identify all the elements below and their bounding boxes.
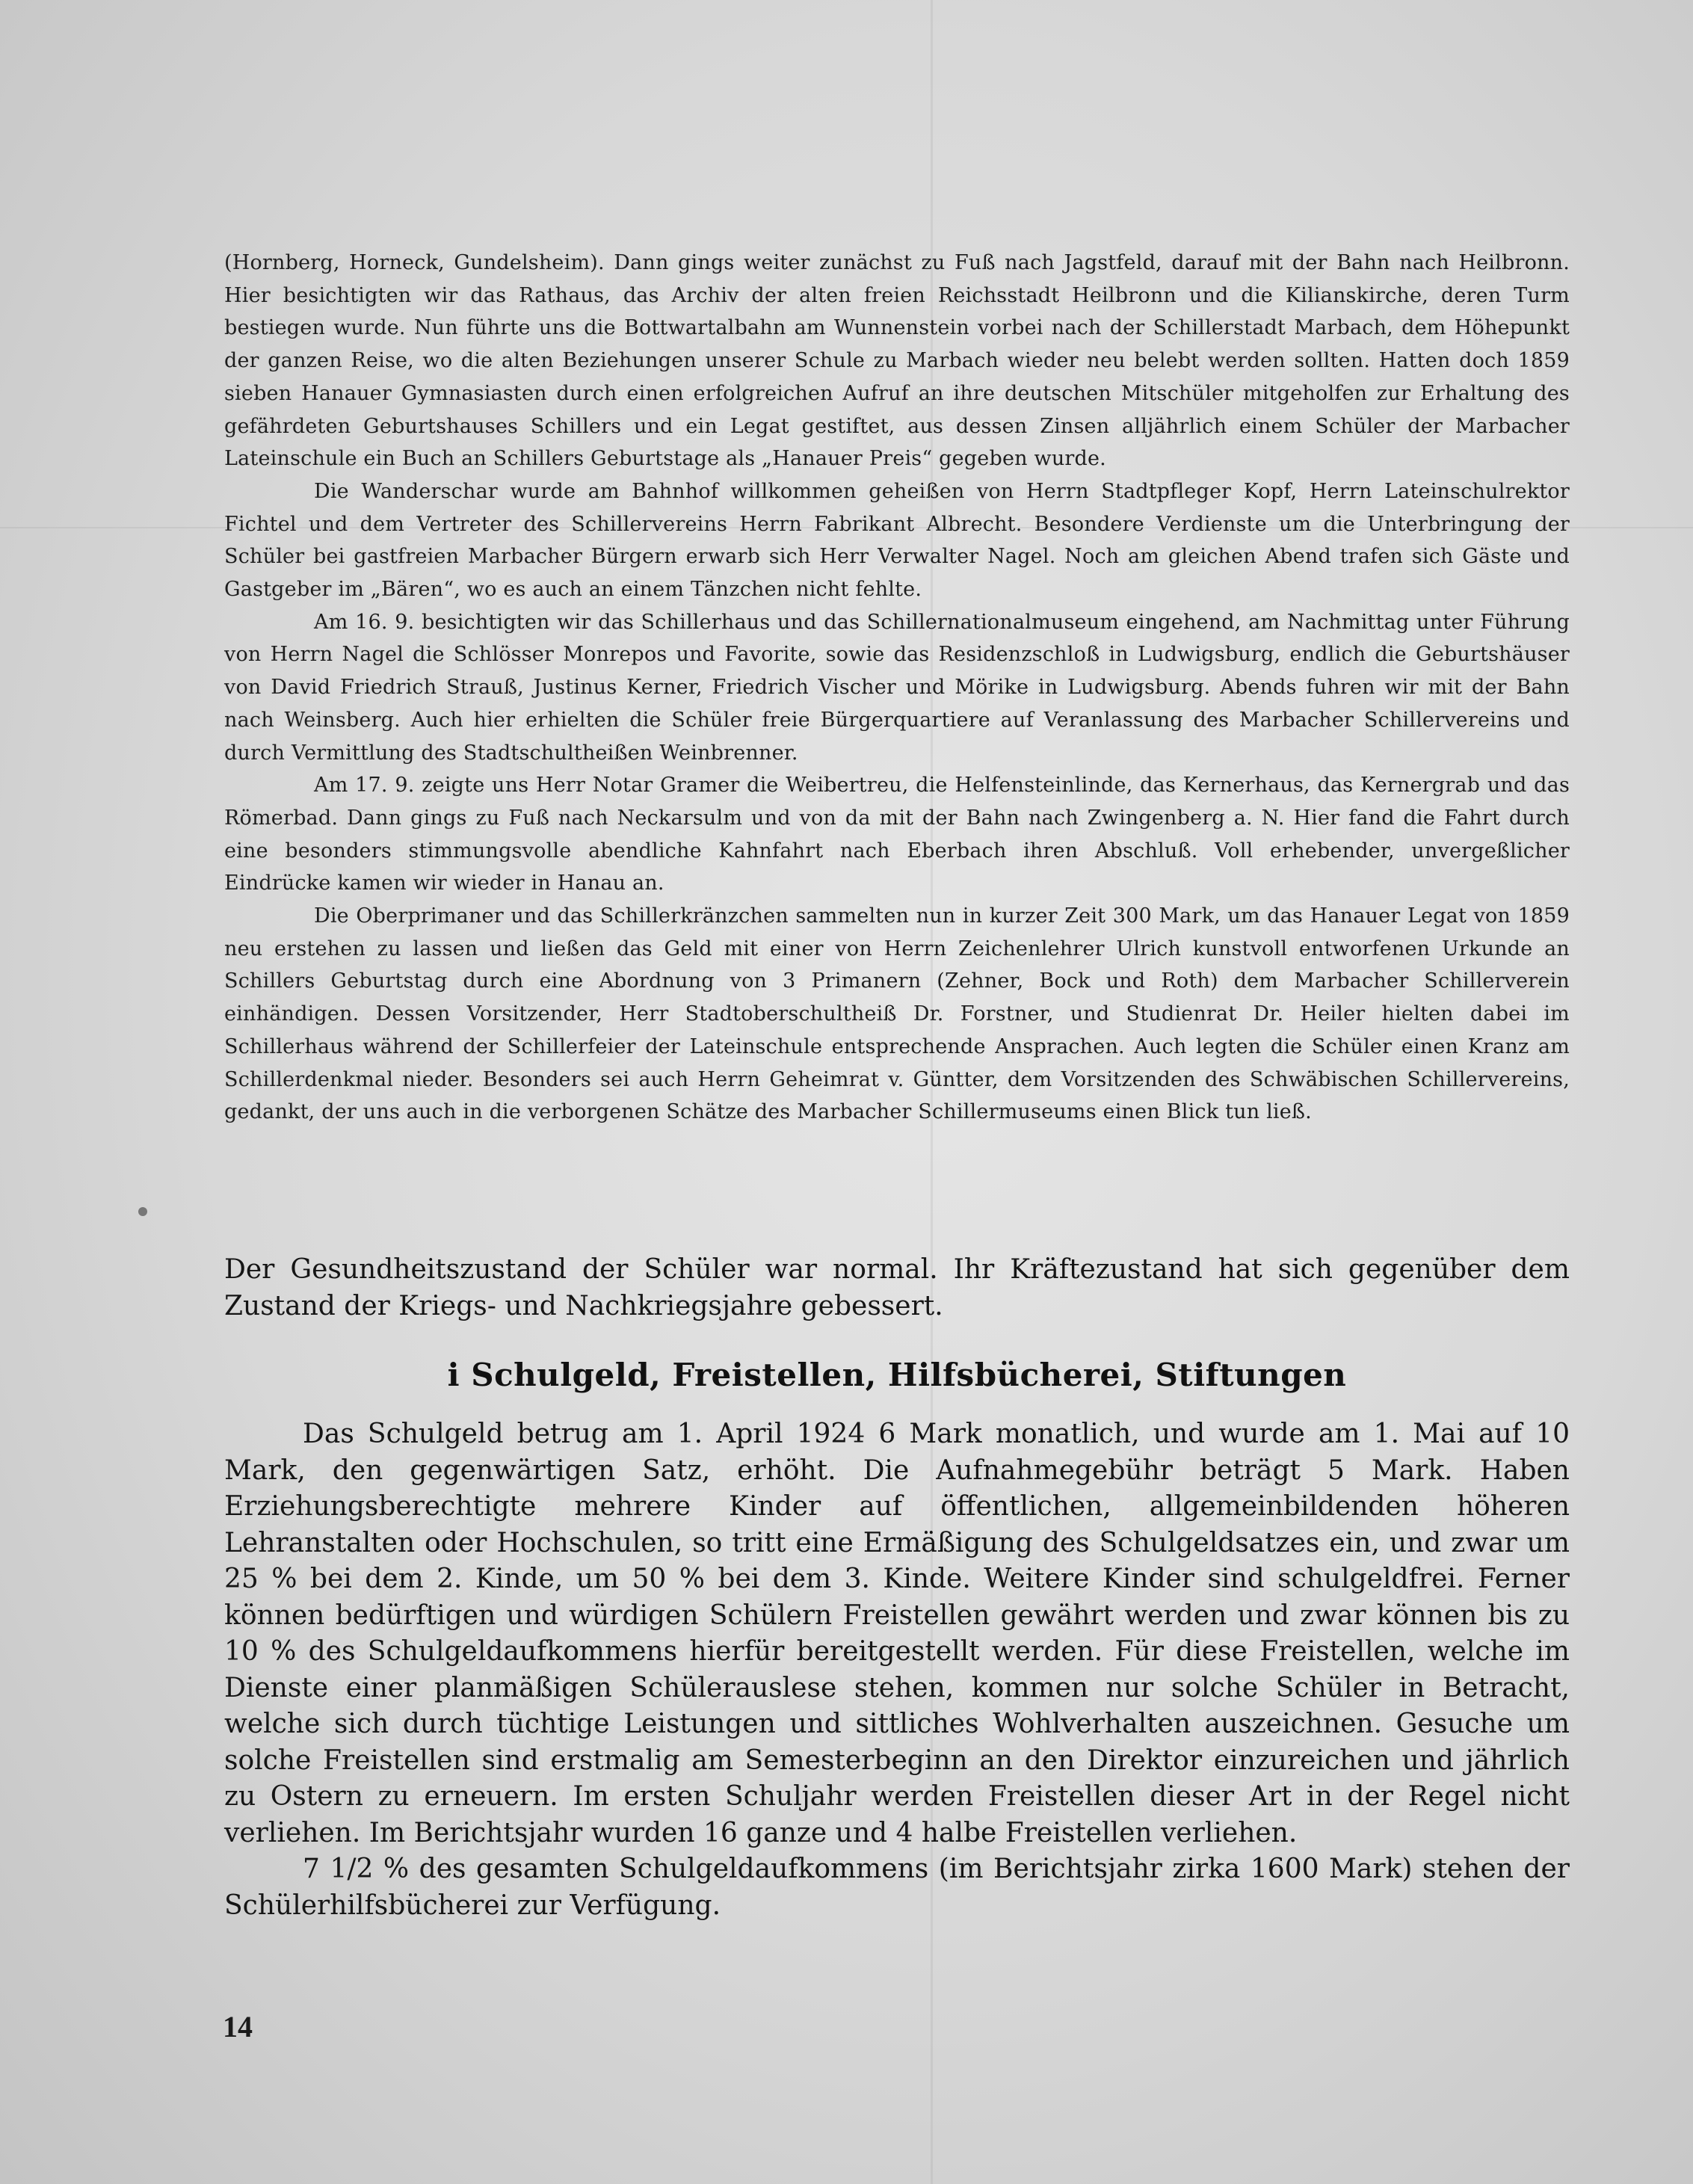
section-heading: i Schulgeld, Freistellen, Hilfsbücherei, Stiftungen — [447, 1357, 1347, 1393]
fees-paragraph-1: Das Schulgeld betrug am 1. April 1924 6 Mark monatlich, und wurde am 1. Mai auf 10 Mark, den gegenwärtigen Satz, erhöht. Die Aufnahmegebühr beträgt 5 Mark. Haben Erziehungsberechtigte mehrere Kinder auf öffentlichen, allgemeinbildenden höheren Lehranstalten oder Hochschulen, so tritt eine Ermäßigung des Schulgeldsatzes ein, und zwar um 25 % bei dem 2. Kinde, um 50 % bei dem 3. Kinde. Weitere Kinder sind schulgeldfrei. Ferner können bedürftigen und würdigen Schülern Freistellen gewährt werden und zwar können bis zu 10 % des Schulgeldaufkommens hierfür bereitgestellt werden. Für diese Freistellen, welche im Dienste einer planmäßigen Schülerauslese stehen, kommen nur solche Schüler in Betracht, welche sich durch tüchtige Leistungen und sittliches Wohlverhalten auszeichnen. Gesuche um solche Freistellen sind erstmalig am Semesterbeginn an den Direktor einzureichen und jährlich zu Ostern zu erneuern. Im ersten Schuljahr werden Freistellen dieser Art in der Regel nicht verliehen. Im Berichtsjahr wurden 16 ganze und 4 halbe Freistellen verliehen. — [224, 1419, 1570, 1848]
fees-paragraph-2: 7 1/2 % des gesamten Schulgeldaufkommens (im Berichtsjahr zirka 1600 Mark) stehen der Schülerhilfsbücherei zur Verfügung. — [224, 1854, 1570, 1921]
ink-spot — [138, 1207, 147, 1216]
excursion-paragraph-2: Die Wanderschar wurde am Bahnhof willkommen geheißen von Herrn Stadtpfleger Kopf, Herrn Lateinschulrektor Fichtel und dem Vertreter des Schillervereins Herrn Fabrikant Albrecht. Besondere Verdienste um die Unterbringung der Schüler bei gastfreien Marbacher Bürgern erwarb sich Herr Verwalter Nagel. Noch am gleichen Abend trafen sich Gäste und Gastgeber im „Bären“, wo es auch an einem Tänzchen nicht fehlte. — [224, 479, 1570, 602]
excursion-paragraph-5: Die Oberprimaner und das Schillerkränzchen sammelten nun in kurzer Zeit 300 Mark, um das Hanauer Legat von 1859 neu erstehen zu lassen und ließen das Geld mit einer von Herrn Zeichenlehrer Ulrich kunstvoll entworfenen Urkunde an Schillers Geburtstag durch eine Abordnung von 3 Primanern (Zehner, Bock und Roth) dem Marbacher Schillerverein einhändigen. Dessen Vorsitzender, Herr Stadtoberschultheiß Dr. Forstner, und Studienrat Dr. Heiler hielten dabei im Schillerhaus während der Schillerfeier der Lateinschule entsprechende Ansprachen. Auch legten die Schüler einen Kranz am Schillerdenkmal nieder. Besonders sei auch Herrn Geheimrat v. Güntter, dem Vorsitzenden des Schwäbischen Schillervereins, gedankt, der uns auch in die verborgenen Schätze des Marbacher Schillermuseums einen Blick tun ließ. — [224, 904, 1570, 1124]
excursion-report — [224, 247, 1570, 1129]
excursion-paragraph-3: Am 16. 9. besichtigten wir das Schillerhaus und das Schillernationalmuseum eingehend, am Nachmittag unter Führung von Herrn Nagel die Schlösser Monrepos und Favorite, sowie das Residenzschloß in Ludwigsburg, endlich die Geburtshäuser von David Friedrich Strauß, Justinus Kerner, Friedrich Vischer und Mörike in Ludwigsburg. Abends fuhren wir mit der Bahn nach Weinsberg. Auch hier erhielten die Schüler freie Bürgerquartiere auf Veranlassung des Marbacher Schillervereins und durch Vermittlung des Stadtschultheißen Weinbrenner. — [224, 610, 1570, 765]
health-paragraph: Der Gesundheitszustand der Schüler war normal. Ihr Kräftezustand hat sich gegenüber dem Zustand der Kriegs- und Nachkriegsjahre gebessert. — [224, 1254, 1570, 1321]
page-number: 14 — [223, 2010, 253, 2043]
excursion-paragraph-1: (Hornberg, Horneck, Gundelsheim). Dann gings weiter zunächst zu Fuß nach Jagstfeld, darauf mit der Bahn nach Heilbronn. Hier besichtigten wir das Rathaus, das Archiv der alten freien Reichsstadt Heilbronn und die Kilianskirche, deren Turm bestiegen wurde. Nun führte uns die Bottwartalbahn am Wunnenstein vorbei nach der Schillerstadt Marbach, dem Höhepunkt der ganzen Reise, wo die alten Beziehungen unserer Schule zu Marbach wieder neu belebt werden sollten. Hatten doch 1859 sieben Hanauer Gymnasiasten durch einen erfolgreichen Aufruf an ihre deutschen Mitschüler mitgeholfen zur Erhaltung des gefährdeten Geburtshauses Schillers und ein Legat gestiftet, aus dessen Zinsen alljährlich einem Schüler der Marbacher Lateinschule ein Buch an Schillers Geburtstage als „Hanauer Preis“ gegeben wurde. — [224, 251, 1570, 471]
health-section — [224, 1252, 1570, 1324]
excursion-paragraph-4: Am 17. 9. zeigte uns Herr Notar Gramer die Weibertreu, die Helfensteinlinde, das Kernerhaus, das Kernergrab und das Römerbad. Dann gings zu Fuß nach Neckarsulm und von da mit der Bahn nach Zwingenberg a. N. Hier fand die Fahrt durch eine besonders stimmungsvolle abendliche Kahnfahrt nach Eberbach ihren Abschluß. Voll erhebender, unvergeßlicher Eindrücke kamen wir wieder in Hanau an. — [224, 774, 1570, 895]
fees-section — [224, 1416, 1570, 1924]
